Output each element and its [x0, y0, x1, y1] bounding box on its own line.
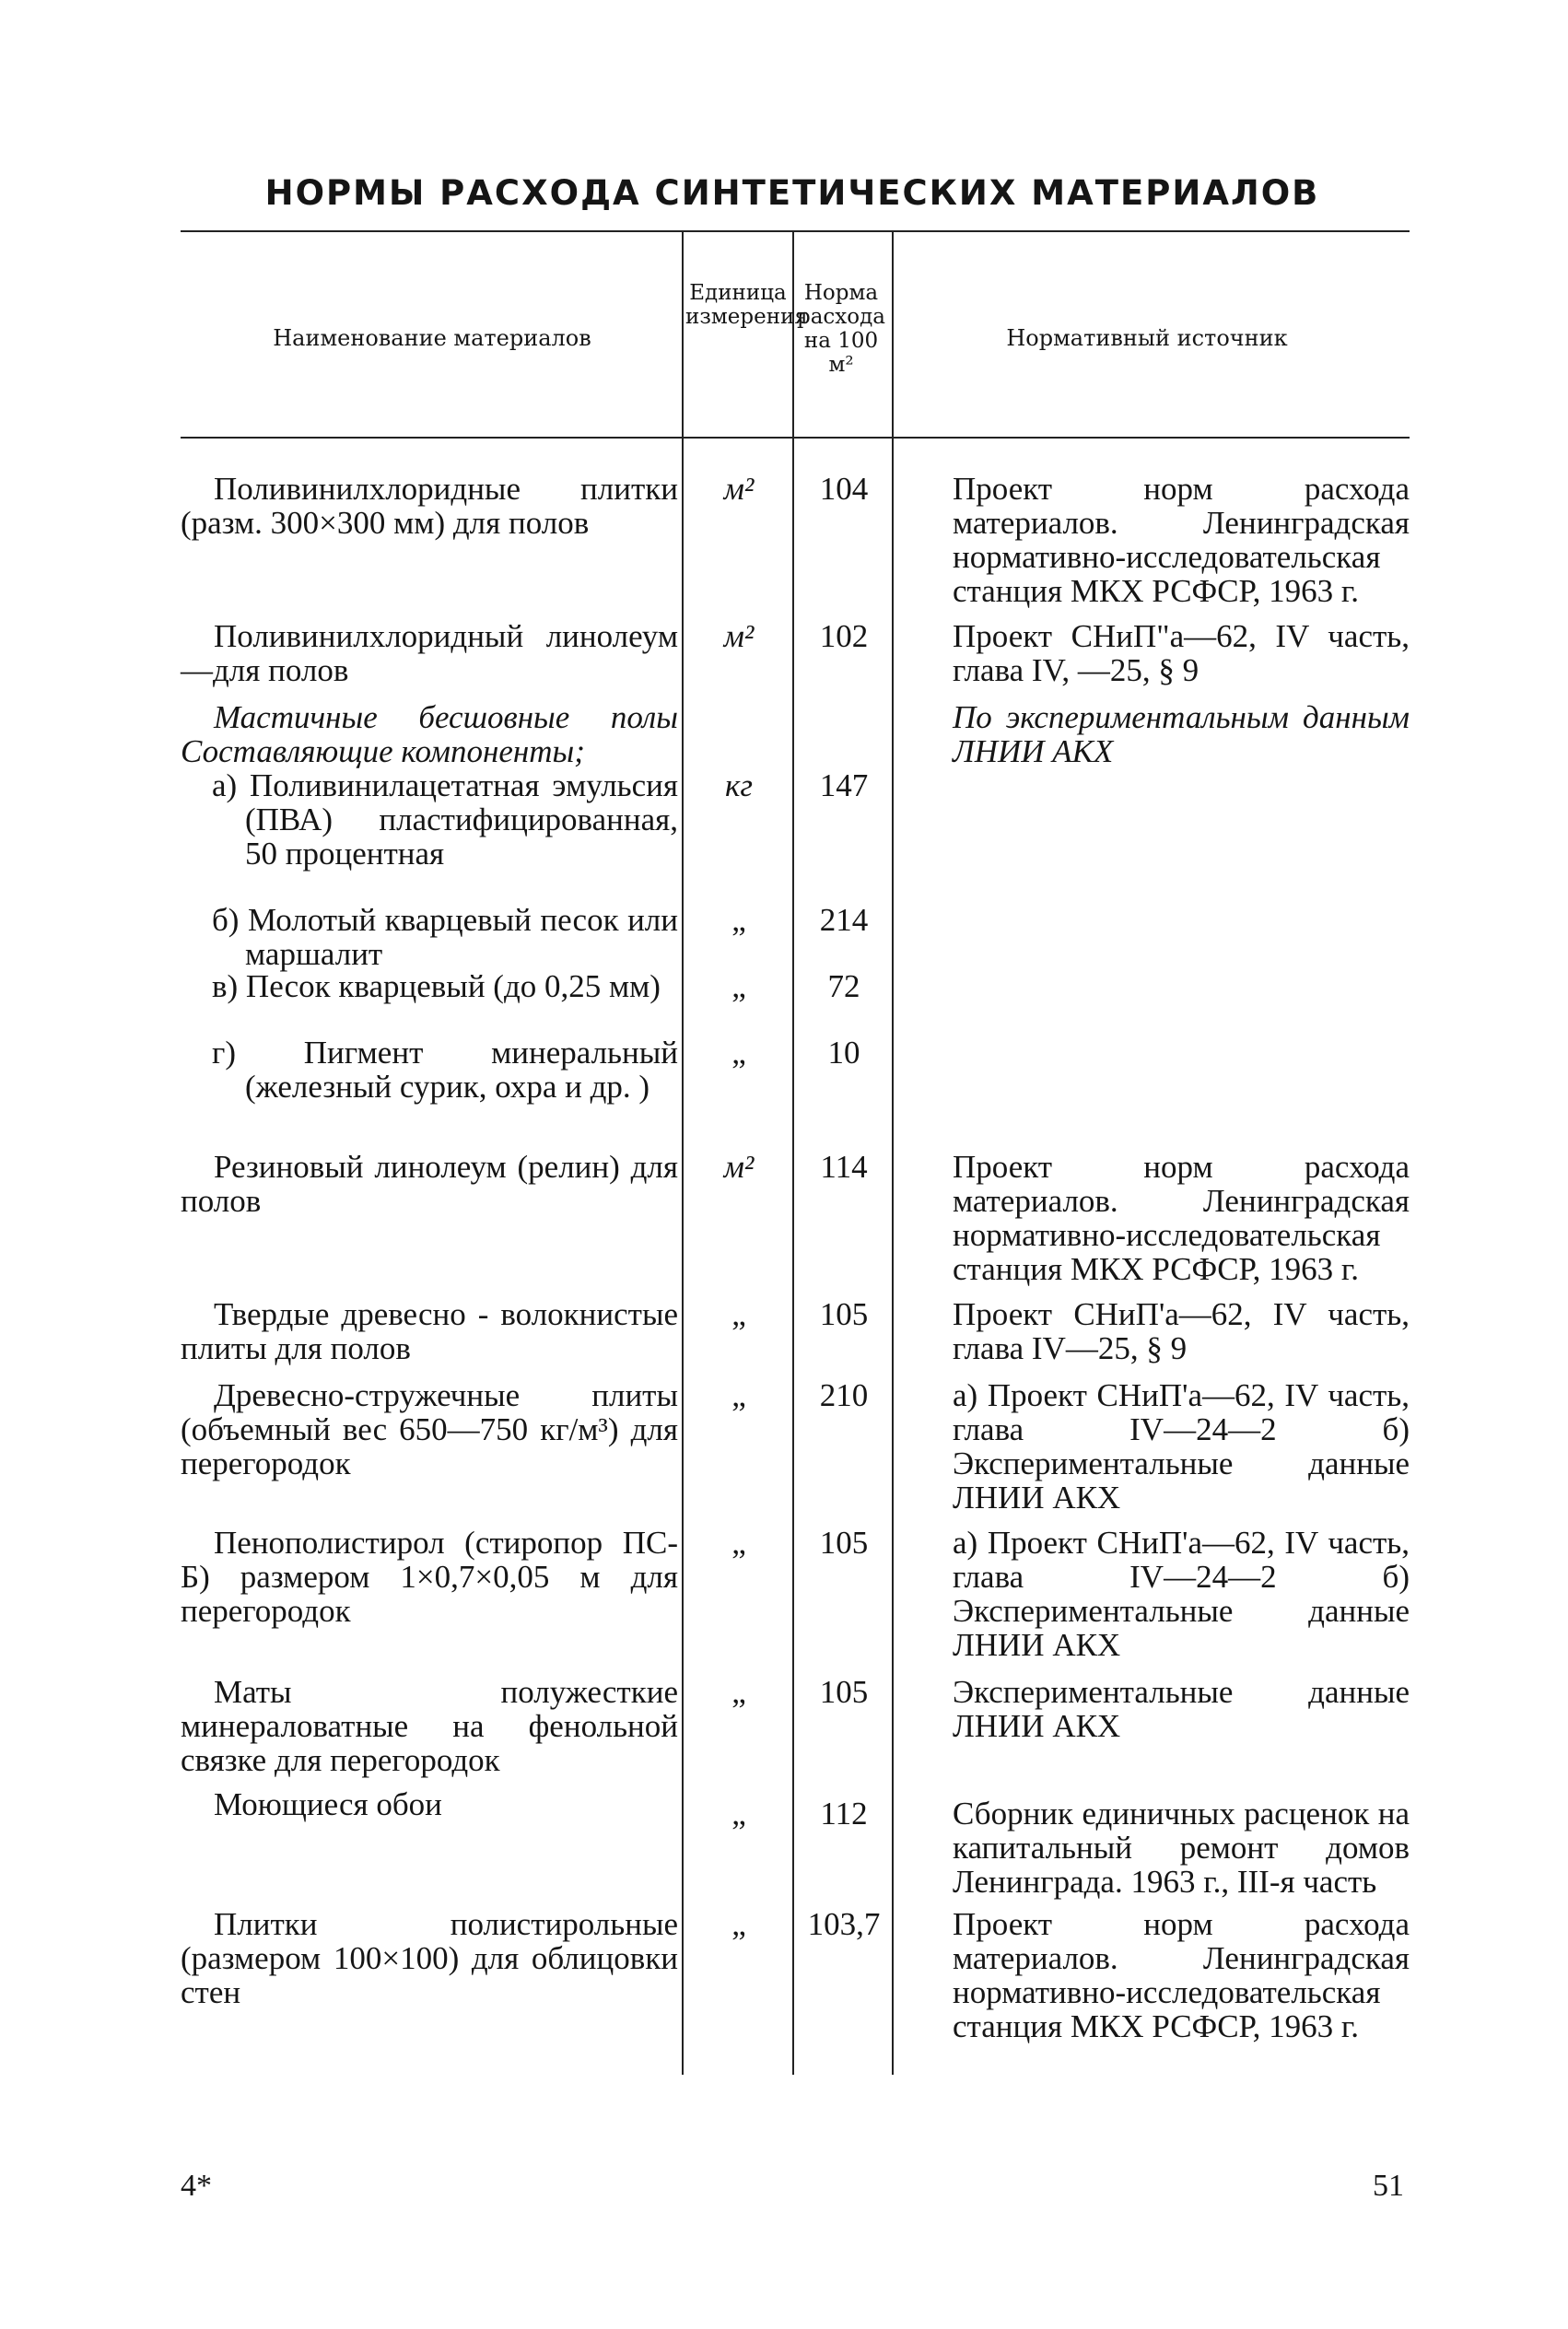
row-13-unit: „: [731, 1906, 746, 1942]
column-divider-1: [682, 232, 684, 2075]
row-13-source: Проект норм расхода материалов. Ленинградская нормативно-исследовательская станция МКХ РСФСР, 1963 г.: [953, 1906, 1410, 2044]
row-0-source: Проект норм расхода материалов. Ленинградская нормативно-исследовательская станция МКХ РСФСР, 1963 г.: [953, 471, 1410, 609]
row-6-norm: 10: [827, 1035, 860, 1071]
row-11-name: Маты полужесткие минераловатные на фенольной связке для перегородок: [181, 1674, 678, 1778]
row-11-unit: „: [731, 1674, 746, 1710]
row-6-unit: „: [731, 1035, 746, 1071]
row-1-unit: м²: [723, 618, 755, 654]
page-title: НОРМЫ РАСХОДА СИНТЕТИЧЕСКИХ МАТЕРИАЛОВ: [264, 173, 1320, 213]
column-divider-2: [792, 232, 794, 2075]
row-12-unit: „: [731, 1796, 746, 1832]
page-number: 51: [1373, 2169, 1404, 2203]
row-9-unit: „: [731, 1377, 746, 1413]
row-7-unit: м²: [723, 1149, 755, 1185]
row-13-norm: 103,7: [807, 1906, 881, 1942]
row-11-source: Экспериментальные данные ЛНИИ АКХ: [953, 1674, 1410, 1744]
signature-mark: 4*: [181, 2169, 212, 2203]
row-10-name: Пенополистирол (стиропор ПС-Б) размером 1×0,7×0,05 м для перегородок: [181, 1525, 678, 1629]
row-1-name: Поливинилхлоридный линолеум—для полов: [181, 618, 678, 688]
row-9-name: Древесно-стружечные плиты (объемный вес 650—750 кг/м³) для перегородок: [181, 1377, 678, 1481]
row-1-source: Проект СНиП"а—62, IV часть, глава IV, —25, § 9: [953, 618, 1410, 688]
row-10-norm: 105: [819, 1525, 869, 1561]
row-9-source: а) Проект СНиП'а—62, IV часть, глава IV—24—2 б) Экспериментальные данные ЛНИИ АКХ: [953, 1377, 1410, 1516]
header-unit: Единица измерения: [685, 281, 808, 329]
row-1-norm: 102: [819, 618, 869, 654]
row-8-source: Проект СНиП'а—62, IV часть, глава IV—25, § 9: [953, 1296, 1410, 1366]
row-0-unit: м²: [723, 471, 755, 507]
row-0-norm: 104: [819, 471, 869, 507]
row-12-norm: 112: [820, 1796, 868, 1832]
row-2-source: По экспериментальным данным ЛНИИ АКХ: [953, 699, 1410, 769]
column-divider-3: [892, 232, 894, 2075]
row-8-norm: 105: [819, 1296, 869, 1332]
row-8-unit: „: [731, 1296, 746, 1332]
row-4-unit: „: [731, 902, 746, 938]
table-header-rule: [181, 437, 1410, 439]
row-10-unit: „: [731, 1525, 746, 1561]
row-3-unit: кг: [724, 767, 754, 803]
row-11-norm: 105: [819, 1674, 869, 1710]
row-3-name: а) Поливинилацетатная эмульсия (ПВА) пластифицированная, 50 процентная: [212, 767, 678, 872]
row-0-name: Поливинилхлоридные плитки (разм. 300×300 мм) для полов: [181, 471, 678, 541]
row-2-name: Мастичные бесшовные полы Составляющие компоненты;: [181, 699, 678, 769]
row-10-source: а) Проект СНиП'а—62, IV часть, глава IV—24—2 б) Экспериментальные данные ЛНИИ АКХ: [953, 1525, 1410, 1663]
row-7-norm: 114: [820, 1149, 868, 1185]
row-7-source: Проект норм расхода материалов. Ленинградская нормативно-исследовательская станция МКХ РСФСР, 1963 г.: [953, 1149, 1410, 1287]
header-source: Нормативный источник: [1006, 325, 1288, 351]
header-name: Наименование материалов: [273, 325, 591, 351]
row-5-norm: 72: [827, 968, 860, 1004]
row-9-norm: 210: [819, 1377, 869, 1413]
row-8-name: Твердые древесно - волокнистые плиты для полов: [181, 1296, 678, 1366]
row-13-name: Плитки полистирольные (размером 100×100) для облицовки стен: [181, 1906, 678, 2010]
row-4-name: б) Молотый кварцевый песок или маршалит: [212, 902, 678, 972]
header-norm: Норма расхода на 100 м²: [796, 281, 885, 377]
table-top-rule: [181, 230, 1410, 232]
row-4-norm: 214: [819, 902, 869, 938]
row-3-norm: 147: [819, 767, 869, 803]
row-12-source: Сборник единичных расценок на капитальный ремонт домов Ленинграда. 1963 г., III-я часть: [953, 1796, 1410, 1900]
row-6-name: г) Пигмент минеральный (железный сурик, охра и др. ): [212, 1035, 678, 1105]
row-7-name: Резиновый линолеум (релин) для полов: [181, 1149, 678, 1219]
row-12-name: Моющиеся обои: [214, 1786, 442, 1822]
row-5-unit: „: [731, 968, 746, 1004]
row-5-name: в) Песок кварцевый (до 0,25 мм): [212, 968, 661, 1004]
